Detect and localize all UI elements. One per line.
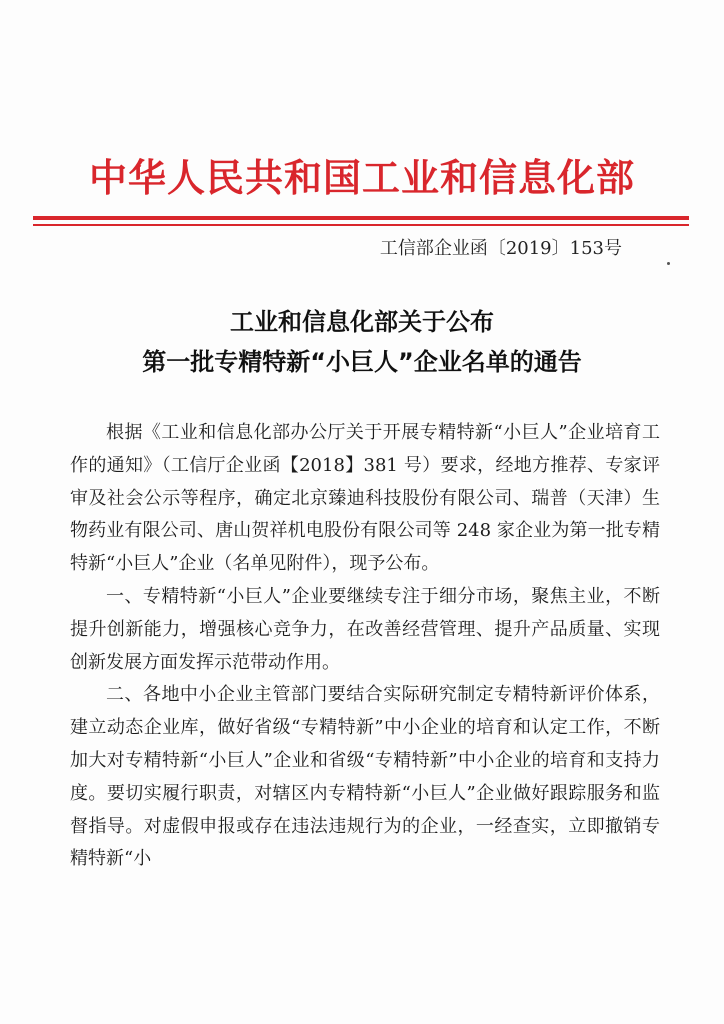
red-header-rule-thick <box>33 216 689 220</box>
document-title-line-2: 第一批专精特新“小巨人”企业名单的通告 <box>142 348 582 376</box>
document-title-line-1: 工业和信息化部关于公布 <box>230 308 494 336</box>
paragraph-item-2: 二、各地中小企业主管部门要结合实际研究制定专精特新评价体系，建立动态企业库，做好省级“专精特新”中小企业的培育和认定工作，不断加大对专精特新“小巨人”企业和省级“专精特新”中小企业的培育和支持力度。要切实履行职责，对辖区内专精特新“小巨人”企业做好跟踪服务和监督指导。对虚假申报或存在违法违规行为的企业，一经查实，立即撤销专精特新“小 <box>70 684 660 870</box>
document-body <box>70 417 660 876</box>
paragraph-intro: 根据《工业和信息化部办公厅关于开展专精特新“小巨人”企业培育工作的通知》（工信厅企业函【2018】381 号）要求，经地方推荐、专家评审及社会公示等程序，确定北京臻迪科技股份有限公司、瑞普（天津）生物药业有限公司、唐山贺祥机电股份有限公司等 248 家企业为第一批专精特新“小巨人”企业（名单见附件），现予公布。 <box>70 422 660 575</box>
document-number: 工信部企业函〔2019〕153号 <box>379 238 622 259</box>
masthead-title: 中华人民共和国工业和信息化部 <box>88 156 635 200</box>
paragraph-item-1: 一、专精特新“小巨人”企业要继续专注于细分市场，聚焦主业，不断提升创新能力，增强核心竞争力，在改善经营管理、提升产品质量、实现创新发展方面发挥示范带动作用。 <box>70 585 660 673</box>
red-header-rule-thin <box>33 224 689 226</box>
scan-speck <box>667 262 670 265</box>
